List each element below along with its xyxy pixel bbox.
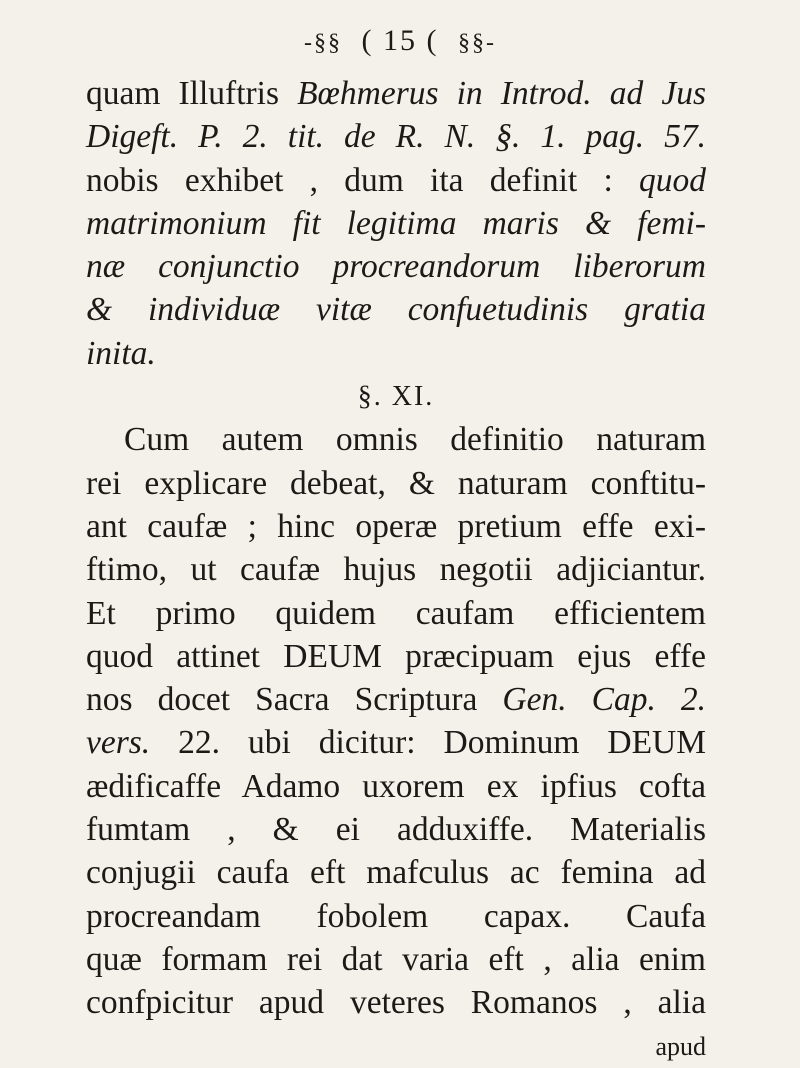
text-line-16	[86, 721, 706, 764]
text-line-2	[86, 115, 706, 158]
citation-italic: Digeft. P. 2. tit. de R. N.	[86, 118, 496, 156]
text-line-4: matrimonium fit legitima maris & femi-	[86, 204, 706, 242]
text-line-12: ftimo, ut caufæ hujus negotii adjiciantur.	[86, 551, 706, 589]
text-segment: 22. ubi dicitur: Dominum DEUM	[178, 724, 707, 762]
text-line-6: & individuæ vitæ confuetudinis gratia	[86, 291, 706, 329]
citation-italic: Bœhmerus in Introd. ad Jus	[297, 75, 706, 112]
text-line-10: rei explicare debeat, & naturam conftitu-	[86, 464, 706, 502]
text-segment: nos docet Sacra Scriptura	[86, 681, 478, 719]
text-line-13: Et primo quidem caufam efficientem	[86, 594, 706, 632]
text-line-22: confpicitur apud veteres Romanos , alia	[86, 984, 706, 1022]
citation-italic: vers.	[86, 724, 151, 762]
page-number: ( 15 (	[361, 24, 439, 57]
quote-italic: quod	[639, 161, 706, 199]
text-line-17: ædificaffe Adamo uxorem ex ipfius cofta	[86, 767, 706, 805]
text-line-15	[86, 678, 706, 721]
citation-italic: Gen. Cap. 2.	[502, 681, 706, 719]
header-ornament-left: -§§	[304, 29, 342, 56]
header-ornament-right: §§-	[457, 29, 496, 56]
text-line-18: fumtam , & ei adduxiffe. Materialis	[86, 811, 706, 849]
text-line-5: næ conjunctio procreandorum liberorum	[86, 248, 706, 286]
text-segment: quam Illuftris	[86, 75, 298, 112]
catchword: apud	[655, 1031, 706, 1061]
section-heading: §. XI.	[357, 381, 435, 413]
citation-italic: §. 1. pag. 57.	[495, 118, 707, 156]
text-line-21: quæ formam rei dat varia eft , alia enim	[86, 940, 706, 978]
text-segment: nobis exhibet , dum ita definit :	[86, 161, 613, 199]
text-line-14: quod attinet DEUM præcipuam ejus effe	[86, 637, 706, 675]
text-line-20: procreandam fobolem capax. Caufa	[86, 897, 706, 935]
text-line-1	[86, 72, 706, 115]
text-line-3	[86, 159, 706, 202]
text-line-7: inita.	[86, 334, 156, 372]
body-text	[86, 72, 706, 1068]
text-line-11: ant caufæ ; hinc operæ pretium effe exi-	[86, 507, 706, 545]
text-line-19: conjugii caufa eft mafculus ac femina ad	[86, 854, 706, 892]
page-header	[0, 24, 800, 58]
text-line-9: Cum autem omnis definitio naturam	[124, 421, 706, 459]
